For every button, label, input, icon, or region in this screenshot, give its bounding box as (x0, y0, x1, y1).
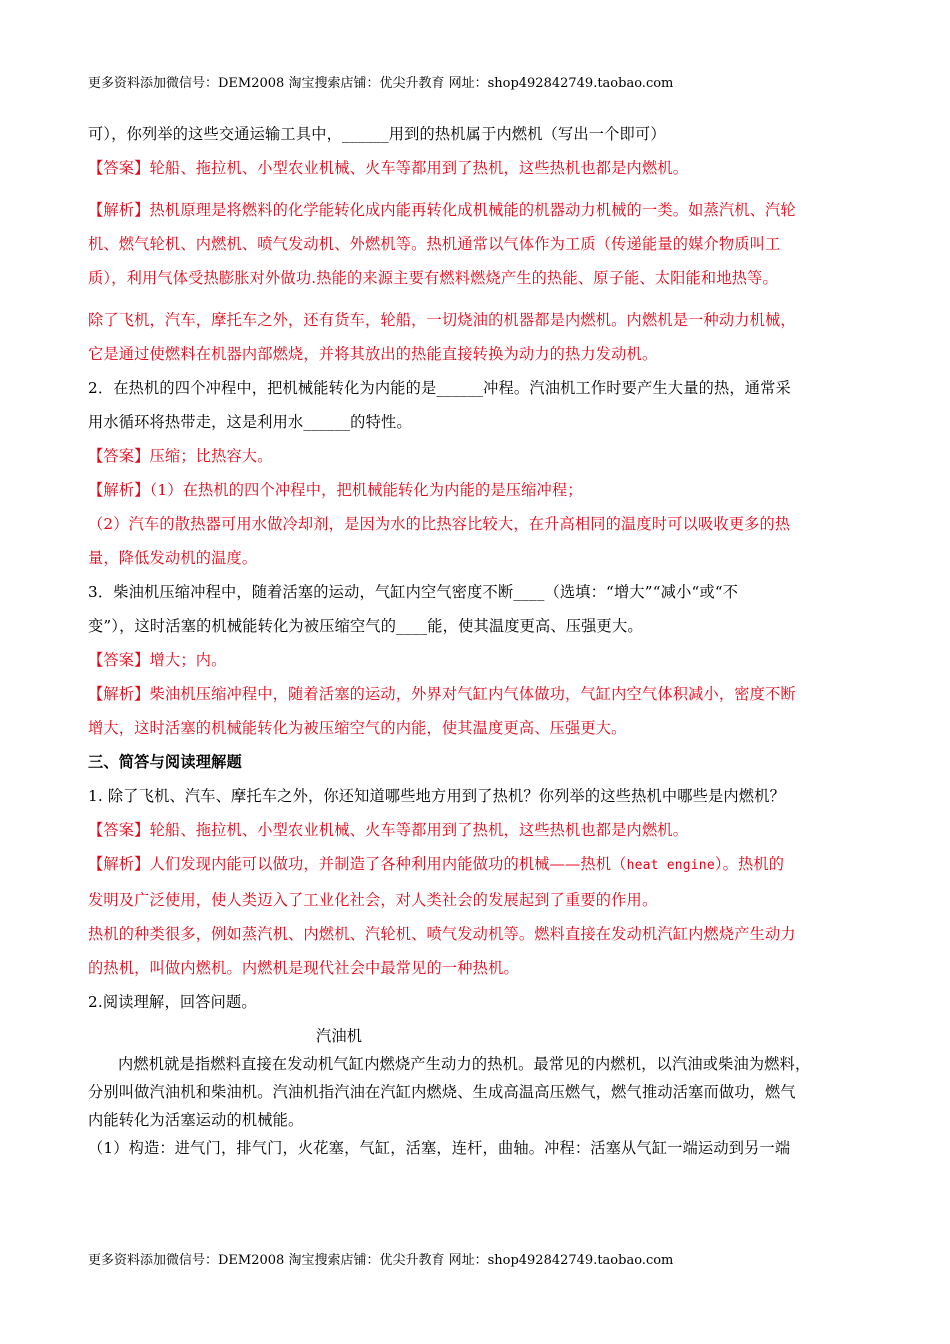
analysis-line (88, 854, 866, 876)
analysis-text: 【解析】人们发现内能可以做功，并制造了各种利用内能做功的机械——热机（ (88, 855, 627, 873)
text-line: 可），你列举的这些交通运输工具中，______用到的热机属于内燃机（写出一个即可） (88, 125, 666, 143)
section-heading: 三、简答与阅读理解题 (88, 753, 242, 771)
analysis-text: ）。热机的 (714, 855, 785, 873)
analysis-line: 增大，这时活塞的机械能转化为被压缩空气的内能，使其温度更高、压强更大。 (88, 719, 627, 737)
page-footer: 更多资料添加微信号：DEM2008 淘宝搜索店铺：优尖升教育 网址：shop492842749.taobao.com (88, 1253, 674, 1268)
analysis-line: 量，降低发动机的温度。 (88, 549, 258, 567)
analysis-line: （2）汽车的散热器可用水做冷却剂，是因为水的比热容比较大，在升高相同的温度时可以吸收更多的热 (88, 515, 791, 533)
answer-line: 【答案】增大；内。 (88, 651, 227, 669)
answer-line: 【答案】轮船、拖拉机、小型农业机械、火车等都用到了热机，这些热机也都是内燃机。 (88, 821, 689, 839)
reading-title: 汽油机 (316, 1027, 363, 1045)
analysis-line: 【解析】柴油机压缩冲程中，随着活塞的运动，外界对气缸内气体做功，气缸内空气体积减小，密度不断 (88, 685, 796, 703)
analysis-line: 质），利用气体受热膨胀对外做功.热能的来源主要有燃料燃烧产生的热能、原子能、太阳能和地热等。 (88, 269, 778, 287)
document-body (88, 124, 866, 1166)
analysis-line: 【解析】热机原理是将燃料的化学能转化成内能再转化成机械能的机器动力机械的一类。如蒸汽机、汽轮 (88, 201, 796, 219)
answer-line: 【答案】轮船、拖拉机、小型农业机械、火车等都用到了热机，这些热机也都是内燃机。 (88, 159, 689, 177)
question-line: 用水循环将热带走，这是利用水______的特性。 (88, 413, 412, 431)
analysis-line: 热机的种类很多，例如蒸汽机、内燃机、汽轮机、喷气发动机等。燃料直接在发动机汽缸内燃烧产生动力 (88, 925, 796, 943)
reading-line: （1）构造：进气门，排气门，火花塞，气缸，活塞，连杆，曲轴。冲程：活塞从气缸一端运动到另一端 (88, 1139, 791, 1157)
analysis-line: 除了飞机，汽车，摩托车之外，还有货车，轮船，一切烧油的机器都是内燃机。内燃机是一种动力机械， (88, 311, 796, 329)
page-header: 更多资料添加微信号：DEM2008 淘宝搜索店铺：优尖升教育 网址：shop492842749.taobao.com (88, 76, 674, 91)
analysis-line: 【解析】（1）在热机的四个冲程中，把机械能转化为内能的是压缩冲程； (88, 481, 583, 499)
reading-line: 内能转化为活塞运动的机械能。 (88, 1111, 304, 1129)
analysis-line: 发明及广泛使用，使人类迈入了工业化社会，对人类社会的发展起到了重要的作用。 (88, 891, 658, 909)
question-line: 2．在热机的四个冲程中，把机械能转化为内能的是______冲程。汽油机工作时要产生大量的热，通常采 (88, 379, 791, 397)
question-line: 变”），这时活塞的机械能转化为被压缩空气的____能，使其温度更高、压强更大。 (88, 617, 643, 635)
analysis-text-english: heat engine (626, 858, 715, 873)
question-line: 1. 除了飞机、汽车、摩托车之外，你还知道哪些地方用到了热机？你列举的这些热机中哪些是内燃机？ (88, 787, 785, 805)
analysis-line: 它是通过使燃料在机器内部燃烧，并将其放出的热能直接转换为动力的热力发动机。 (88, 345, 658, 363)
analysis-line: 的热机，叫做内燃机。内燃机是现代社会中最常见的一种热机。 (88, 959, 519, 977)
question-line: 2.阅读理解，回答问题。 (88, 993, 257, 1011)
reading-line: 分别叫做汽油机和柴油机。汽油机指汽油在汽缸内燃烧、生成高温高压燃气，燃气推动活塞而做功，燃气 (88, 1083, 796, 1101)
answer-line: 【答案】压缩；比热容大。 (88, 447, 273, 465)
analysis-line: 机、燃气轮机、内燃机、喷气发动机、外燃机等。热机通常以气体作为工质（传递能量的媒介物质叫工 (88, 235, 781, 253)
reading-line: 内燃机就是指燃料直接在发动机气缸内燃烧产生动力的热机。最常见的内燃机，以汽油或柴油为燃料， (118, 1055, 811, 1073)
question-line: 3．柴油机压缩冲程中，随着活塞的运动，气缸内空气密度不断____（选填：“增大”“减小“或“不 (88, 583, 739, 601)
